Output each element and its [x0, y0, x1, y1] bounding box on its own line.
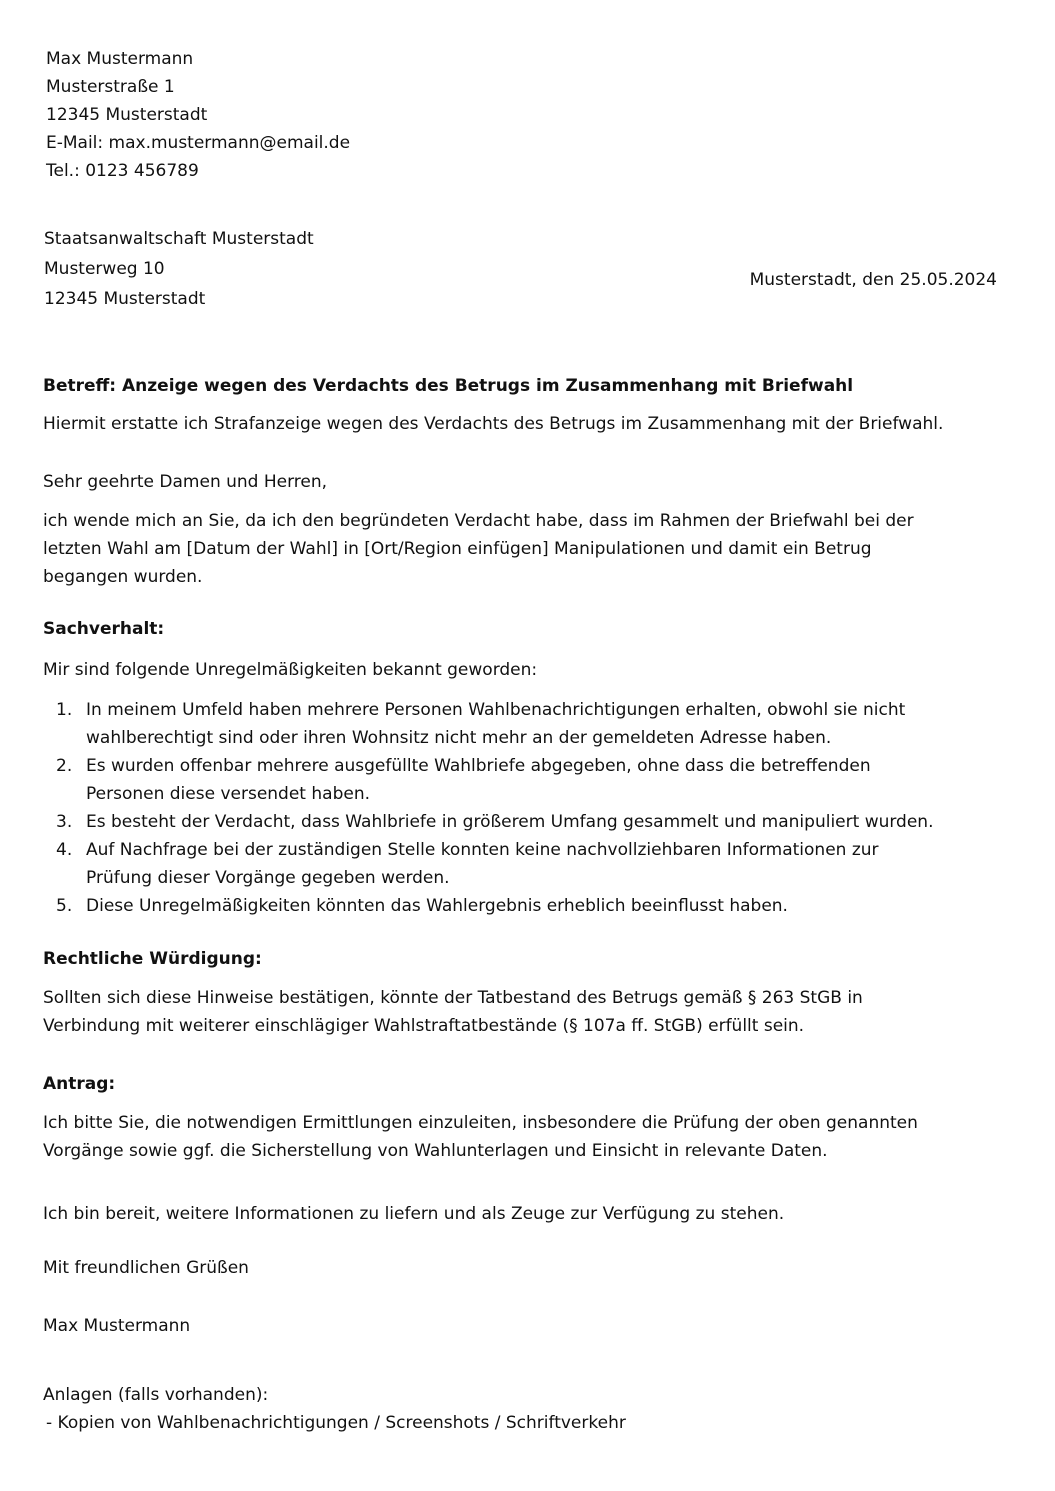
list-item	[43, 752, 943, 808]
list-item	[43, 892, 943, 920]
legal-text: Sollten sich diese Hinweise bestätigen, könnte der Tatbestand des Betrugs gemäß § 263 StGB in Verbindung mit weiterer einschlägiger Wahlstraftatbestände (§ 107a ff. StGB) erfüllt sein.	[43, 988, 863, 1036]
list-item-number: 5.	[56, 896, 73, 916]
recipient-street: Musterweg 10	[44, 259, 165, 279]
recipient-name: Staatsanwaltschaft Musterstadt	[44, 229, 314, 249]
request-heading: Antrag:	[43, 1074, 116, 1094]
sender-phone: Tel.: 0123 456789	[46, 161, 199, 181]
salutation: Sehr geehrte Damen und Herren,	[43, 472, 328, 492]
opening-paragraph: ich wende mich an Sie, da ich den begründeten Verdacht habe, dass im Rahmen der Briefwahl bei der letzten Wahl am [Datum der Wahl] in [Ort/Region einfügen] Manipulationen und damit ein Betrug begangen wurden.	[43, 511, 914, 587]
list-item-number: 4.	[56, 840, 73, 860]
list-item-text: In meinem Umfeld haben mehrere Personen Wahlbenachrichtigungen erhalten, obwohl sie nicht wahlberechtigt sind oder ihren Wohnsitz nicht mehr an der gemeldeten Adresse haben.	[86, 700, 906, 748]
list-item-text: Es wurden offenbar mehrere ausgefüllte Wahlbriefe abgegeben, ohne dass die betreffenden Personen diese versendet haben.	[86, 756, 871, 804]
closing-greeting: Mit freundlichen Grüßen	[43, 1258, 249, 1278]
list-item	[43, 808, 943, 836]
signature-name: Max Mustermann	[43, 1316, 191, 1336]
intro-text: Hiermit erstatte ich Strafanzeige wegen des Verdachts des Betrugs im Zusammenhang mit der Briefwahl.	[43, 414, 944, 434]
list-item-number: 3.	[56, 812, 73, 832]
list-item-text: Diese Unregelmäßigkeiten könnten das Wahlergebnis erheblich beeinflusst haben.	[86, 896, 788, 916]
sender-name: Max Mustermann	[46, 49, 194, 69]
sender-email: E-Mail: max.mustermann@email.de	[46, 133, 351, 153]
recipient-address	[44, 224, 314, 314]
list-item-text: Auf Nachfrage bei der zuständigen Stelle konnten keine nachvollziehbaren Informationen zur Prüfung dieser Vorgänge gegeben werden.	[86, 840, 879, 888]
sender-street: Musterstraße 1	[46, 77, 175, 97]
sender-city: 12345 Musterstadt	[46, 105, 208, 125]
request-text: Ich bitte Sie, die notwendigen Ermittlungen einzuleiten, insbesondere die Prüfung der oben genannten Vorgänge sowie ggf. die Sicherstellung von Wahlunterlagen und Einsicht in relevante Daten.	[43, 1113, 918, 1161]
sender-address	[46, 45, 350, 185]
list-item-number: 2.	[56, 756, 73, 776]
facts-list	[43, 696, 943, 920]
facts-lead: Mir sind folgende Unregelmäßigkeiten bekannt geworden:	[43, 660, 538, 680]
list-item-text: Es besteht der Verdacht, dass Wahlbriefe in größerem Umfang gesammelt und manipuliert wurden.	[86, 812, 934, 832]
facts-heading: Sachverhalt:	[43, 619, 165, 639]
recipient-city: 12345 Musterstadt	[44, 289, 206, 309]
list-item	[43, 836, 943, 892]
list-item-number: 1.	[56, 700, 73, 720]
attachments-heading: Anlagen (falls vorhanden):	[43, 1385, 269, 1405]
legal-heading: Rechtliche Würdigung:	[43, 949, 262, 969]
attachments-item: - Kopien von Wahlbenachrichtigungen / Screenshots / Schriftverkehr	[46, 1413, 626, 1433]
subject-line: Betreff: Anzeige wegen des Verdachts des Betrugs im Zusammenhang mit Briefwahl	[43, 376, 854, 396]
date-line: Musterstadt, den 25.05.2024	[749, 270, 997, 290]
closing-statement: Ich bin bereit, weitere Informationen zu liefern und als Zeuge zur Verfügung zu stehen.	[43, 1204, 785, 1224]
list-item	[43, 696, 943, 752]
